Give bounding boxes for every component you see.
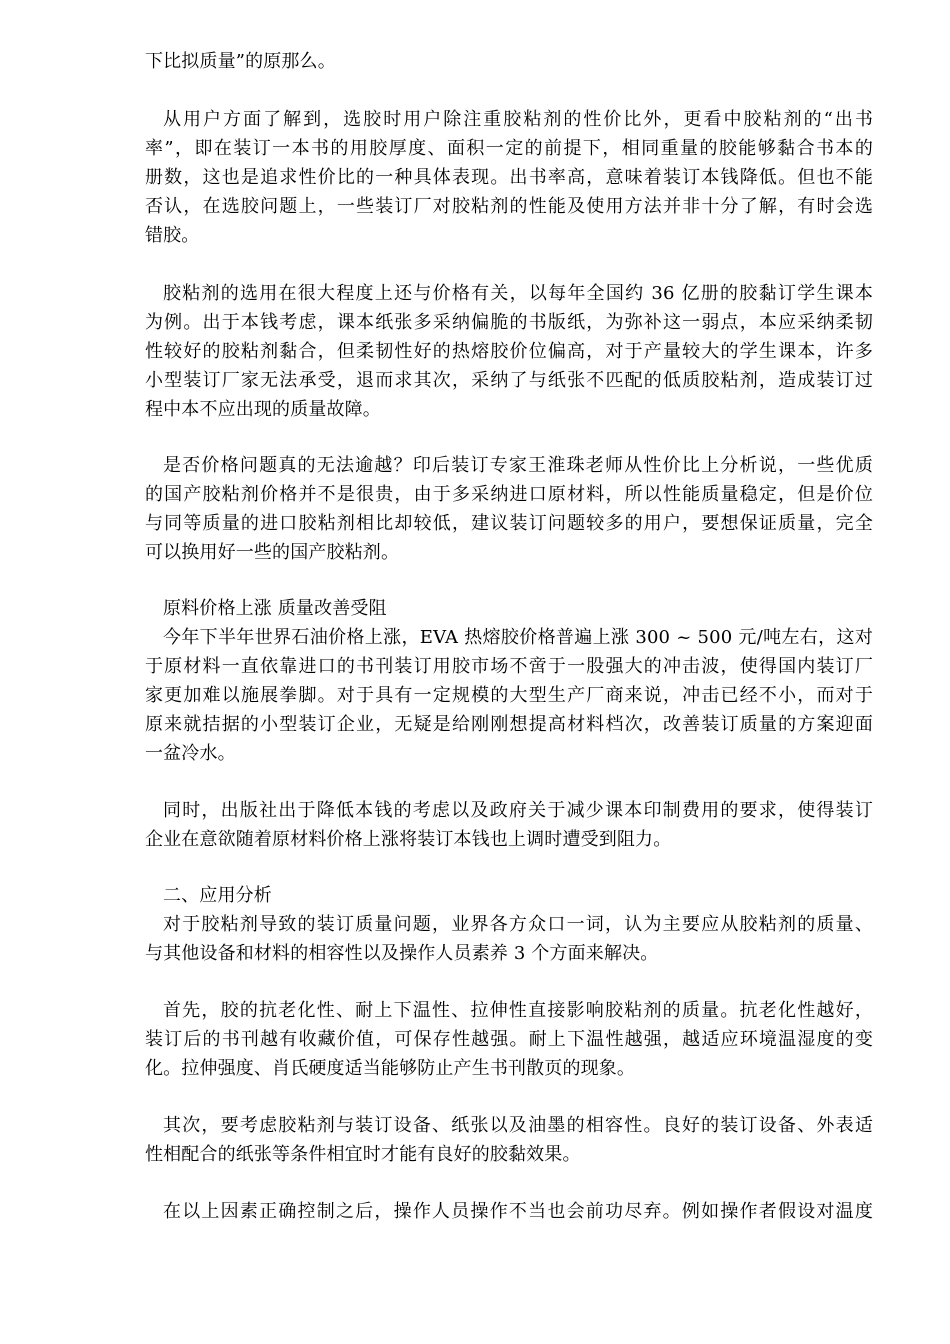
text-line: 性较好的胶粘剂黏合，但柔韧性好的热熔胶价位偏高，对于产量较大的学生课本，许多 (145, 341, 873, 362)
text-line: 是否价格问题真的无法逾越？印后装订专家王淮珠老师从性价比上分析说，一些优质 (163, 455, 873, 476)
text-line: 一盆冷水。 (145, 743, 236, 764)
text-line: 从用户方面了解到，选胶时用户除注重胶粘剂的性价比外，更看中胶粘剂的“出书 (163, 109, 873, 130)
text-line: 与其他设备和材料的相容性以及操作人员素养 3 个方面来解决。 (145, 943, 659, 964)
text-line: 二、应用分析 (163, 885, 272, 906)
text-line: 程中本不应出现的质量故障。 (145, 399, 381, 420)
text-line: 对于胶粘剂导致的装订质量问题，业界各方众口一词，认为主要应从胶粘剂的质量、 (163, 914, 873, 935)
text-line: 同时，出版社出于降低本钱的考虑以及政府关于减少课本印制费用的要求，使得装订 (163, 800, 873, 821)
text-line: 化。拉伸强度、肖氏硬度适当能够防止产生书刊散页的现象。 (145, 1058, 636, 1079)
text-line: 原料价格上涨 质量改善受阻 (163, 598, 387, 619)
text-line: 下比拟质量”的原那么。 (145, 51, 336, 72)
text-line: 可以换用好一些的国产胶粘剂。 (145, 542, 400, 563)
text-line: 企业在意欲随着原材料价格上涨将装订本钱也上调时遭受到阻力。 (145, 829, 672, 850)
text-line: 原来就拮据的小型装订企业，无疑是给刚刚想提高材料档次，改善装订质量的方案迎面 (145, 714, 873, 735)
text-line: 错胶。 (145, 225, 200, 246)
text-line: 在以上因素正确控制之后，操作人员操作不当也会前功尽弃。例如操作者假设对温度 (163, 1201, 873, 1222)
text-line: 小型装订厂家无法承受，退而求其次，采纳了与纸张不匹配的低质胶粘剂，造成装订过 (145, 370, 873, 391)
text-line: 装订后的书刊越有收藏价值，可保存性越强。耐上下温性越强，越适应环境温湿度的变 (145, 1029, 873, 1050)
text-line: 与同等质量的进口胶粘剂相比却较低，建议装订问题较多的用户，要想保证质量，完全 (145, 513, 873, 534)
text-line: 否认，在选胶问题上，一些装订厂对胶粘剂的性能及使用方法并非十分了解，有时会选 (145, 196, 873, 217)
text-line: 册数，这也是追求性价比的一种具体表现。出书率高，意味着装订本钱降低。但也不能 (145, 167, 873, 188)
text-line: 胶粘剂的选用在很大程度上还与价格有关，以每年全国约 36 亿册的胶黏订学生课本 (163, 283, 873, 304)
text-line: 于原材料一直依靠进口的书刊装订用胶市场不啻于一股强大的冲击波，使得国内装订厂 (145, 656, 873, 677)
text-line: 今年下半年世界石油价格上涨，EVA 热熔胶价格普遍上涨 300 ~ 500 元/吨左右，这对 (163, 627, 873, 648)
text-line: 其次，要考虑胶粘剂与装订设备、纸张以及油墨的相容性。良好的装订设备、外表适 (163, 1115, 873, 1136)
text-line: 首先，胶的抗老化性、耐上下温性、拉伸性直接影响胶粘剂的质量。抗老化性越好， (163, 1000, 873, 1021)
text-line: 家更加难以施展拳脚。对于具有一定规模的大型生产厂商来说，冲击已经不小，而对于 (145, 685, 873, 706)
text-line: 为例。出于本钱考虑，课本纸张多采纳偏脆的书版纸，为弥补这一弱点，本应采纳柔韧 (145, 312, 873, 333)
text-line: 性相配合的纸张等条件相宜时才能有良好的胶黏效果。 (145, 1144, 581, 1165)
text-line: 率”，即在装订一本书的用胶厚度、面积一定的前提下，相同重量的胶能够黏合书本的 (145, 138, 873, 159)
text-line: 的国产胶粘剂价格并不是很贵，由于多采纳进口原材料，所以性能质量稳定，但是价位 (145, 484, 873, 505)
